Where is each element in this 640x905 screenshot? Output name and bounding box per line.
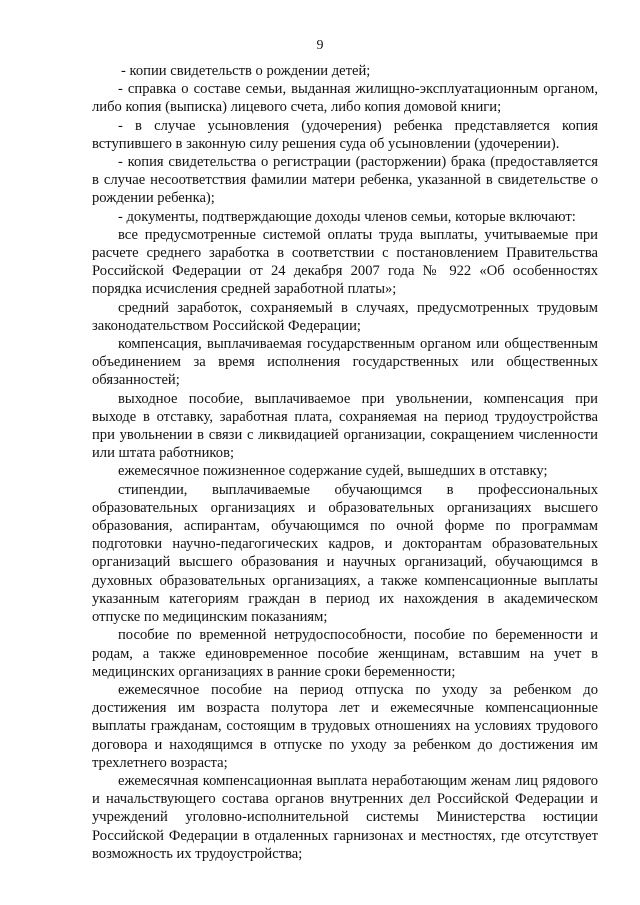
paragraph-judges-allowance: ежемесячное пожизненное содержание судей, вышедших в отставку; xyxy=(118,463,548,480)
paragraph-marriage-certificate: - копия свидетельства о регистрации (расторжении) брака (предоставляется в случае несоответствия фамилии матери ребенка, указанной в свидетельстве о рождении ребенка); xyxy=(92,154,598,207)
paragraph-income-documents: - документы, подтверждающие доходы членов семьи, которые включают: xyxy=(118,208,576,225)
paragraph-severance-pay: выходное пособие, выплачиваемое при увольнении, компенсация при выходе в отставку, заработная плата, сохраняемая на период трудоустройства при увольнении в связи с ликвидацией организации, сокращением численности или штата работников; xyxy=(92,390,598,462)
paragraph-disability-maternity: пособие по временной нетрудоспособности, пособие по беременности и родам, а также единовременное пособие женщинам, вставшим на учет в медицинских организациях в ранние сроки беременности; xyxy=(92,627,598,680)
paragraph-average-earnings: средний заработок, сохраняемый в случаях, предусмотренных трудовым законодательством Российской Федерации; xyxy=(92,299,598,334)
paragraph-compensation: компенсация, выплачиваемая государственным органом или общественным объединением за время исполнения государственных или общественных обязанностей; xyxy=(92,336,598,389)
document-body xyxy=(92,62,598,863)
paragraph-salary-payments: все предусмотренные системой оплаты труда выплаты, учитываемые при расчете среднего заработка в соответствии с постановлением Правительства Российской Федерации от 24 декабря 2007 года № 922 «Об особенностях порядка исчисления средней заработной платы»; xyxy=(92,226,598,298)
paragraph-birth-certificates: - копии свидетельств о рождении детей; xyxy=(121,63,371,79)
page-number: 9 xyxy=(316,38,324,53)
paragraph-family-composition: - справка о составе семьи, выданная жилищно-эксплуатационным органом, либо копия (выписка) лицевого счета, либо копия домовой книги; xyxy=(92,81,598,116)
paragraph-adoption: - в случае усыновления (удочерения) ребенка представляется копия вступившего в законную силу решения суда об усыновлении (удочерении). xyxy=(92,117,598,152)
paragraph-spouse-compensation: ежемесячная компенсационная выплата неработающим женам лиц рядового и начальствующего состава органов внутренних дел Российской Федерации и учреждений уголовно-исполнительной системы Министерства юстиции Российской Федерации в отдаленных гарнизонах и местностях, где отсутствует возможность их трудоустройства; xyxy=(92,772,598,862)
paragraph-stipends: стипендии, выплачиваемые обучающимся в профессиональных образовательных организациях и образовательных организациях высшего образования, аспирантам, обучающимся по очной форме по программам подготовки научно-педагогических кадров, и докторантам образовательных организаций высшего образования и научных организаций, обучающимся в духовных образовательных организациях, а также компенсационные выплаты указанным категориям граждан в период их нахождения в академическом отпуске по медицинским показаниям; xyxy=(92,481,598,626)
paragraph-childcare-allowance: ежемесячное пособие на период отпуска по уходу за ребенком до достижения им возраста полутора лет и ежемесячные компенсационные выплаты гражданам, состоящим в трудовых отношениях на условиях трудового договора и находящимся в отпуске по уходу за ребенком до достижения им трехлетнего возраста; xyxy=(92,681,598,771)
